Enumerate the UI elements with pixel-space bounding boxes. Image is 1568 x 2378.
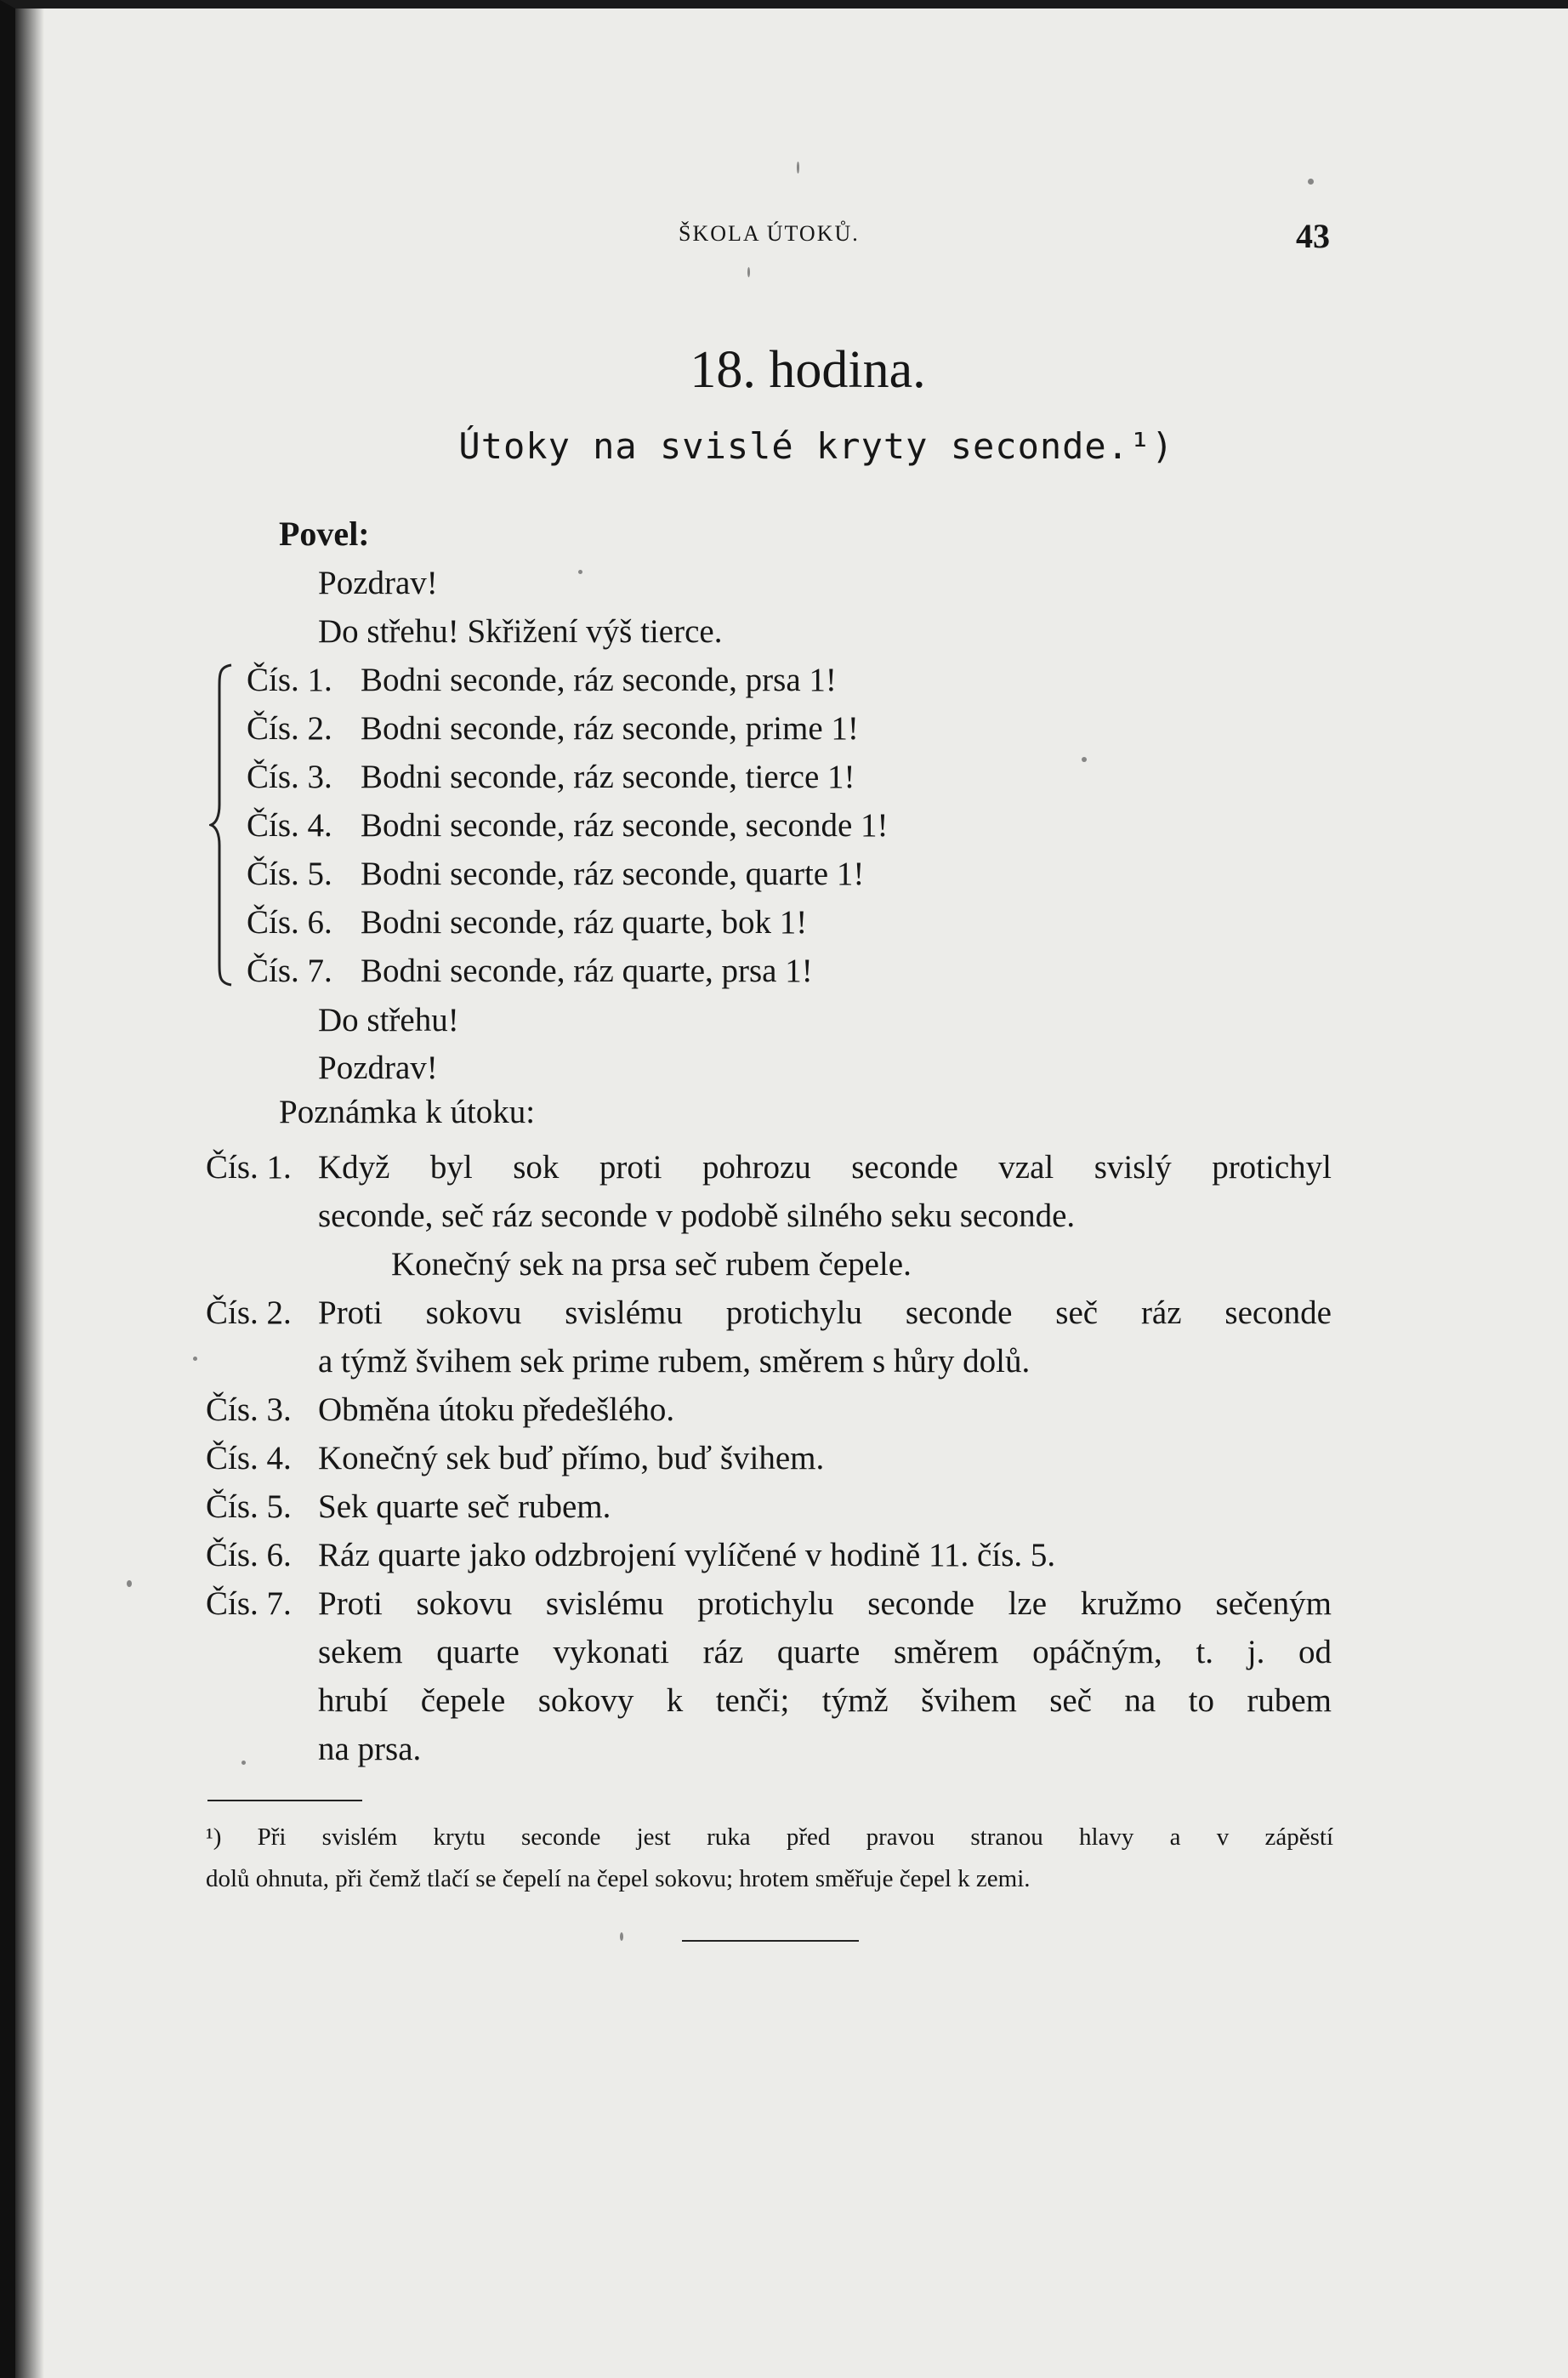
scan-speck — [620, 1932, 623, 1941]
note-number: Čís. 7. — [206, 1585, 292, 1622]
footnote-line: dolů ohnuta, při čemž tlačí se čepelí na čepel sokovu; hrotem směřuje čepel k zemi. — [206, 1865, 1031, 1892]
command-item-number: Čís. 6. — [247, 904, 332, 941]
command-item-text: Bodni seconde, ráz seconde, tierce 1! — [361, 759, 855, 795]
page-number: 43 — [1296, 217, 1330, 255]
note-number: Čís. 1. — [206, 1149, 292, 1186]
command-item-number: Čís. 2. — [247, 710, 332, 747]
command-item-text: Bodni seconde, ráz seconde, prsa 1! — [361, 662, 837, 698]
command-item-number: Čís. 5. — [247, 856, 332, 892]
command-intro-line: Pozdrav! — [318, 565, 438, 601]
command-outro-line: Do střehu! — [318, 1002, 459, 1038]
command-item-number: Čís. 3. — [247, 759, 332, 795]
footnote-rule — [207, 1800, 362, 1801]
note-number: Čís. 3. — [206, 1391, 292, 1428]
scan-speck — [797, 162, 799, 174]
notes-label: Poznámka k útoku: — [279, 1094, 536, 1130]
note-line: a týmž švihem sek prime rubem, směrem s hůry dolů. — [318, 1343, 1031, 1380]
scan-speck — [241, 1761, 246, 1765]
note-line: Konečný sek na prsa seč rubem čepele. — [391, 1246, 912, 1283]
command-intro-line: Do střehu! Skřižení výš tierce. — [318, 613, 723, 650]
note-line: Obměna útoku předešlého. — [318, 1391, 675, 1428]
scan-speck — [193, 1357, 197, 1361]
command-item-text: Bodni seconde, ráz seconde, prime 1! — [361, 710, 859, 747]
brace-bracket — [209, 663, 235, 987]
command-item-number: Čís. 1. — [247, 662, 332, 698]
note-line: Když byl sok proti pohrozu seconde vzal svislý protichyl — [318, 1149, 1332, 1186]
page-header — [15, 217, 1568, 264]
note-line: Proti sokovu svislému protichylu seconde seč ráz seconde — [318, 1294, 1332, 1331]
note-line: Konečný sek buď přímo, buď švihem. — [318, 1440, 825, 1476]
note-line: Proti sokovu svislému protichylu seconde lze kružmo sečeným — [318, 1585, 1332, 1622]
command-item-number: Čís. 4. — [247, 807, 332, 844]
note-number: Čís. 6. — [206, 1537, 292, 1573]
note-line: hrubí čepele sokovy k tenči; týmž švihem seč na to rubem — [318, 1682, 1332, 1719]
note-line: seconde, seč ráz seconde v podobě silného seku seconde. — [318, 1198, 1076, 1234]
note-line: na prsa. — [318, 1731, 422, 1767]
footnote-line: ¹) Při svislém krytu seconde jest ruka před pravou stranou hlavy a v zápěstí — [206, 1823, 1333, 1851]
note-line: Ráz quarte jako odzbrojení vylíčené v hodině 11. čís. 5. — [318, 1537, 1056, 1573]
command-label: Povel: — [279, 515, 370, 553]
note-number: Čís. 4. — [206, 1440, 292, 1476]
scan-speck — [747, 267, 750, 277]
note-line: Sek quarte seč rubem. — [318, 1488, 611, 1525]
note-number: Čís. 2. — [206, 1294, 292, 1331]
scan-speck — [1308, 179, 1314, 185]
lesson-subtitle: Útoky na svislé kryty seconde.¹) — [458, 425, 1174, 467]
scan-speck — [1082, 757, 1087, 762]
page-end-rule — [682, 1940, 859, 1942]
command-item-text: Bodni seconde, ráz quarte, bok 1! — [361, 904, 808, 941]
command-item-text: Bodni seconde, ráz quarte, prsa 1! — [361, 953, 813, 989]
command-outro-line: Pozdrav! — [318, 1050, 438, 1086]
running-head: ŠKOLA ÚTOKŮ. — [679, 221, 860, 246]
lesson-title: 18. hodina. — [690, 341, 926, 399]
command-item-number: Čís. 7. — [247, 953, 332, 989]
command-item-text: Bodni seconde, ráz seconde, seconde 1! — [361, 807, 889, 844]
scan-speck — [127, 1580, 132, 1587]
command-item-text: Bodni seconde, ráz seconde, quarte 1! — [361, 856, 865, 892]
note-line: sekem quarte vykonati ráz quarte směrem opáčným, t. j. od — [318, 1634, 1332, 1670]
note-number: Čís. 5. — [206, 1488, 292, 1525]
scan-speck — [578, 570, 582, 574]
